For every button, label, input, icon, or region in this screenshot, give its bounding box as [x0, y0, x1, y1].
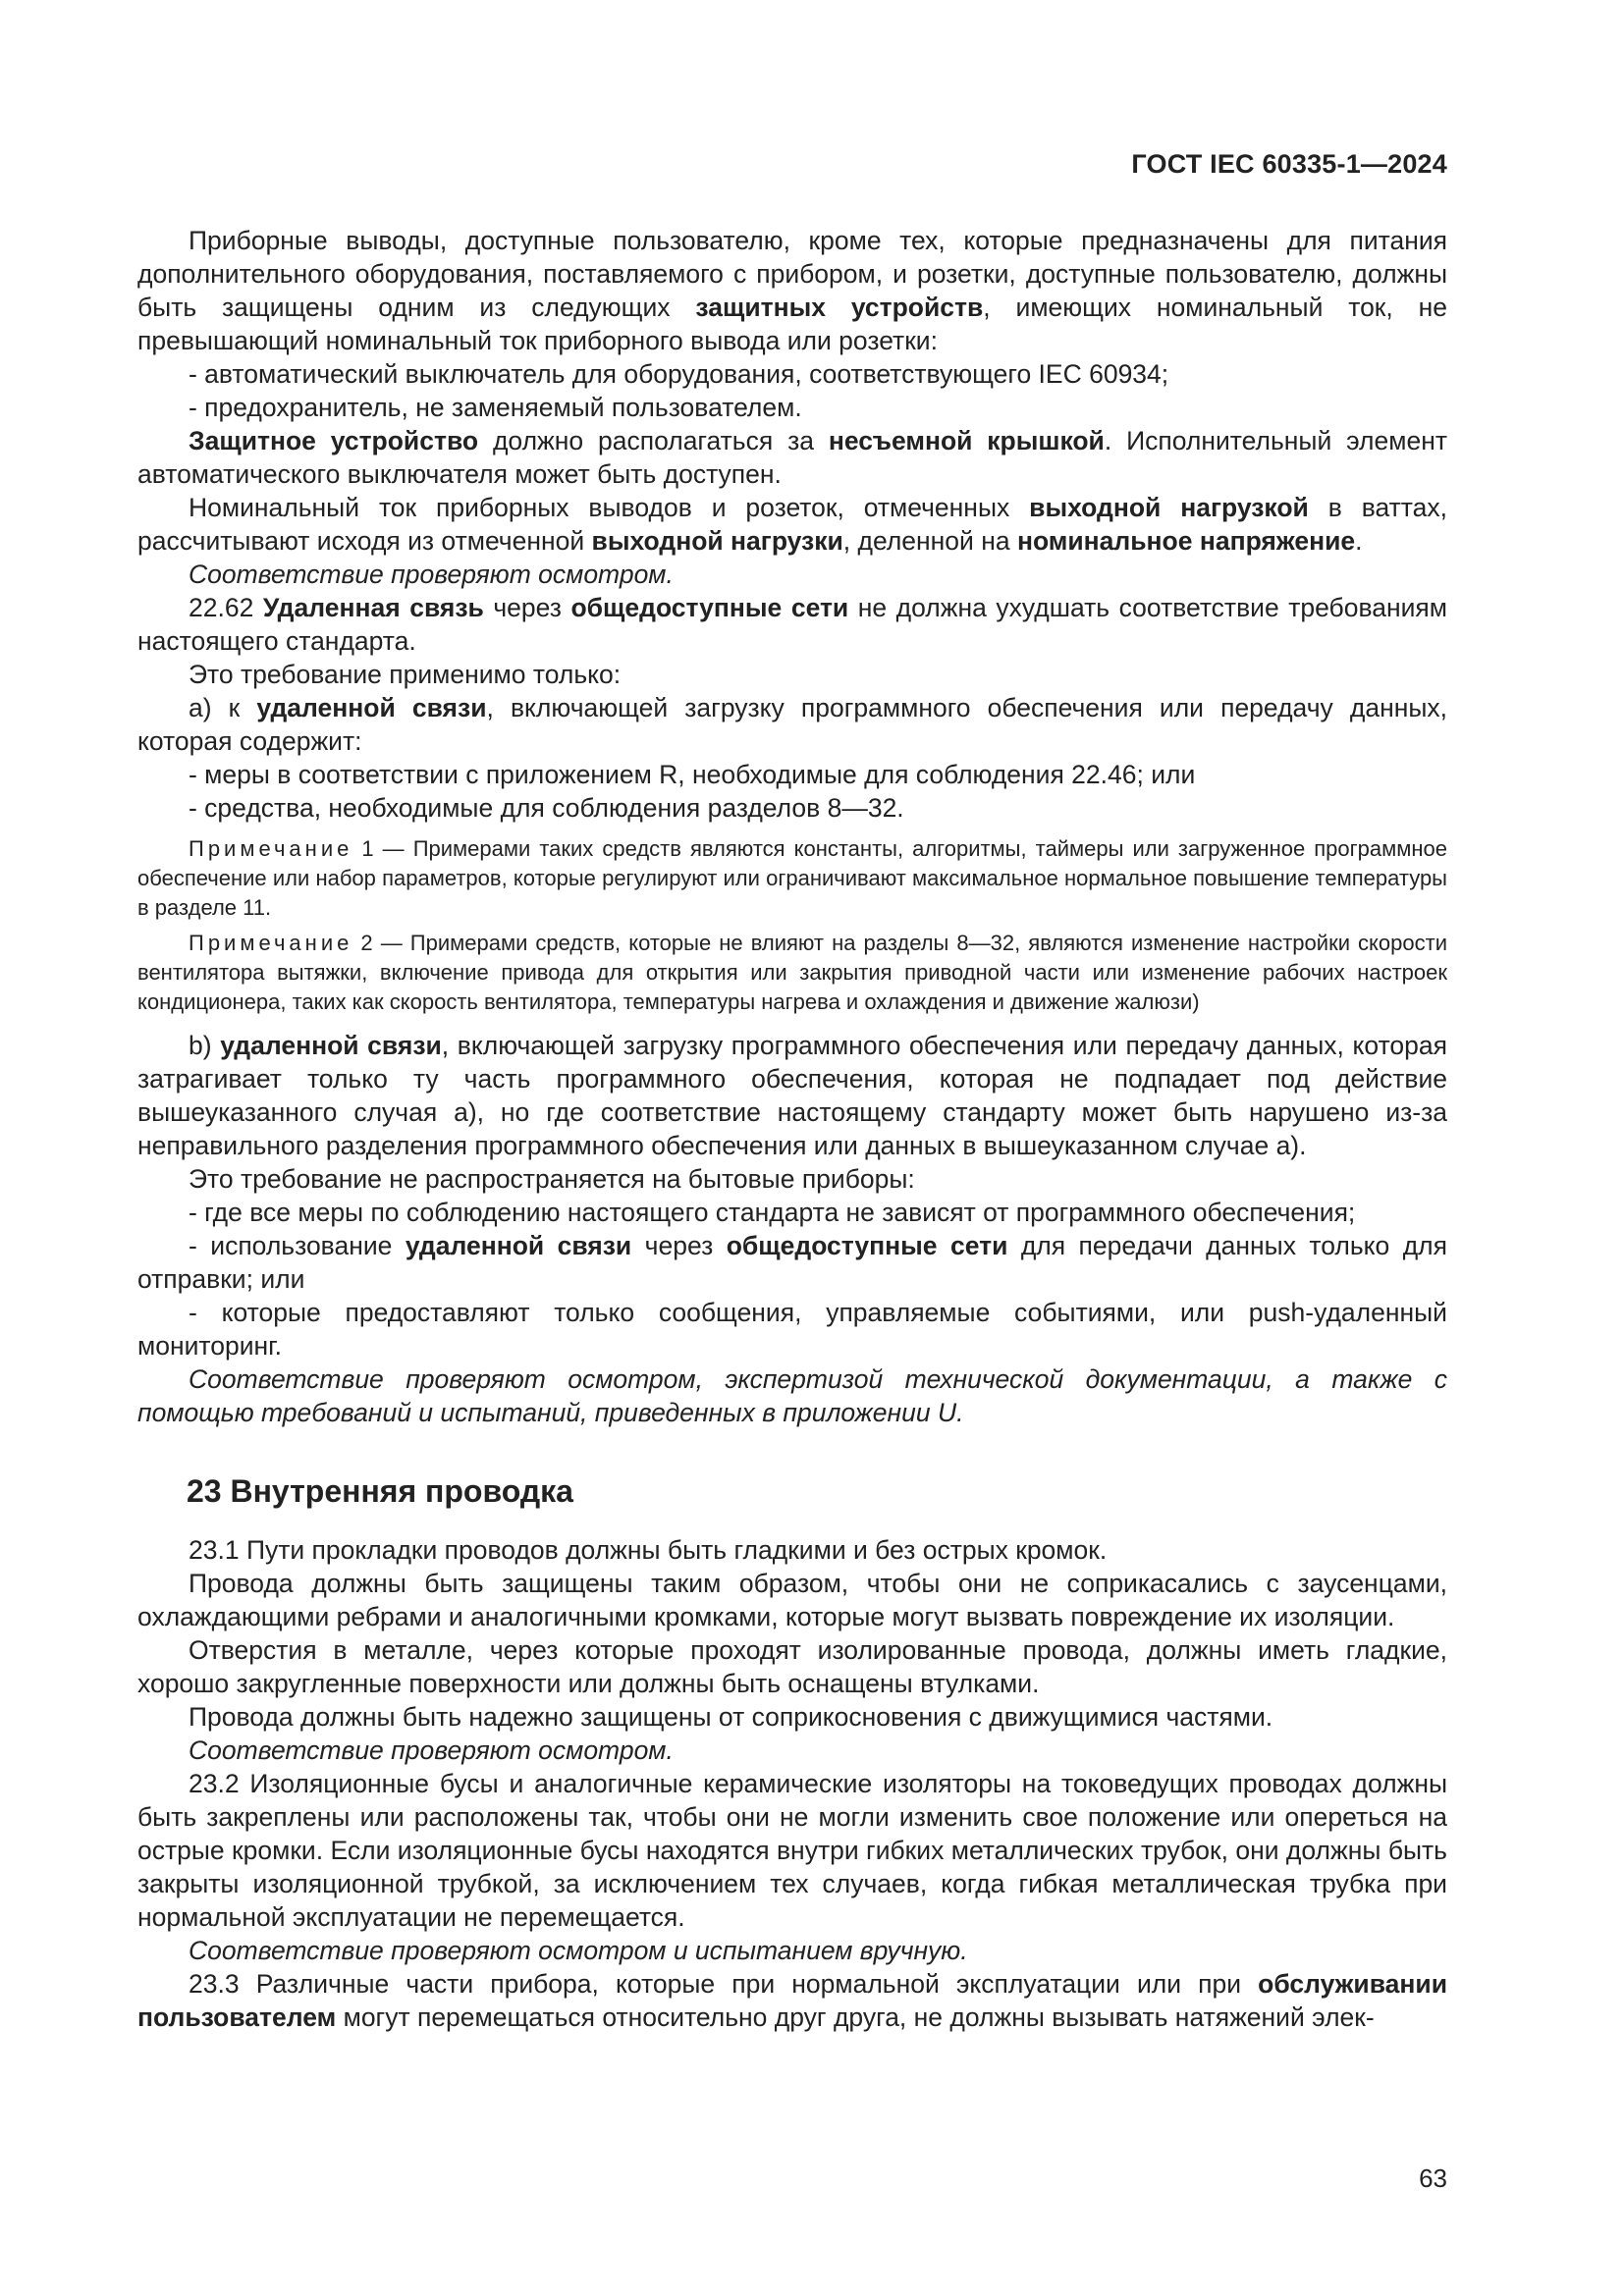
term-bold: Удаленная связь [262, 593, 484, 622]
paragraph [137, 658, 1447, 691]
text-run: , включающей загрузку программного обеспечения или передачу данных, которая содержит: [137, 693, 1447, 756]
term-bold: общедоступные сети [726, 1231, 1008, 1260]
paragraph [137, 1934, 1447, 1967]
text-run: не должна ухудшать соответствие требованиям настоящего стандарта. [137, 593, 1447, 656]
text-run: Соответствие проверяют осмотром и испытанием вручную. [189, 1936, 968, 1965]
term-bold: несъемной крышкой [828, 426, 1105, 455]
note-label: Примечание [189, 931, 353, 955]
text-run: могут перемещаться относительно друг друга, не должны вызывать натяжений элек- [336, 2002, 1375, 2032]
text-run: Соответствие проверяют осмотром. [189, 1735, 674, 1765]
text-run: . Исполнительный элемент автоматического выключателя может быть доступен. [137, 426, 1447, 489]
text-run: Соответствие проверяют осмотром. [189, 560, 674, 589]
text-run: 22.62 [189, 593, 263, 622]
term-bold: удаленной связи [220, 1031, 442, 1060]
text-run: - автоматический выключатель для оборудования, соответствующего IEC 60934; [189, 359, 1169, 389]
paragraph [137, 357, 1447, 391]
page-number: 63 [1419, 2163, 1447, 2193]
paragraph [137, 1700, 1447, 1734]
text-run: Это требование не распространяется на бытовые приборы: [189, 1164, 915, 1194]
term-bold: обслуживании пользователем [137, 1969, 1447, 2032]
paragraph [137, 391, 1447, 424]
text-run: b) [189, 1031, 221, 1060]
text-run: - меры в соответствии с приложением R, необходимые для соблюдения 22.46; или [189, 760, 1196, 789]
note-text: 1 — Примерами таких средств являются константы, алгоритмы, таймеры или загруженное программное обеспечение или набор параметров, которые регулируют или ограничивают максимальное нормальное повышение температуры в разделе 11. [137, 836, 1447, 920]
term-bold: удаленной связи [405, 1231, 632, 1260]
text-run: 23.3 Различные части прибора, которые при нормальной эксплуатации или при [189, 1969, 1259, 1999]
paragraph [137, 1162, 1447, 1196]
text-run: через [483, 593, 571, 622]
paragraph [137, 1229, 1447, 1296]
text-run: - которые предоставляют только сообщения, управляемые событиями, или push-удаленный мониторинг. [137, 1298, 1447, 1361]
document-header: ГОСТ IEC 60335-1—2024 [1131, 149, 1447, 179]
term-bold: выходной нагрузки [591, 526, 843, 556]
text-run: Провода должны быть надежно защищены от соприкосновения с движущимися частями. [189, 1702, 1273, 1732]
text-run: . [1355, 526, 1363, 556]
text-run: Отверстия в металле, через которые проходят изолированные провода, должны иметь гладкие, хорошо закругленные поверхности или должны быть оснащены втулками. [137, 1635, 1447, 1698]
paragraph [137, 791, 1447, 825]
paragraph [137, 1533, 1447, 1567]
text-run: в ваттах, рассчитывают исходя из отмеченной [137, 493, 1447, 556]
note [137, 834, 1447, 923]
section-heading: 23 Внутренняя проводка [187, 1473, 573, 1509]
text-run: , деленной на [842, 526, 1017, 556]
text-run: 23.2 Изоляционные бусы и аналогичные керамические изоляторы на токоведущих проводах должны быть закреплены или расположены так, чтобы они не могли изменить свое положение или опереться на острые кромки. Если изоляционные бусы находятся внутри гибких металлических трубок, они должны быть закрыты изоляционной трубкой, за исключением тех случаев, когда гибкая металлическая трубка при нормальной эксплуатации не перемещается. [137, 1769, 1447, 1932]
text-run: должно располагаться за [478, 426, 829, 455]
text-run: - использование [189, 1231, 406, 1260]
paragraph [137, 1296, 1447, 1362]
paragraph [137, 224, 1447, 357]
note-text: 2 — Примерами средств, которые не влияют на разделы 8—32, являются изменение настройки скорости вентилятора вытяжки, включение привода для открытия или закрытия приводной части или изменение рабочих настроек кондиционера, таких как скорость вентилятора, температуры нагрева и охлаждения и движение жалюзи) [137, 931, 1447, 1014]
text-run: , включающей загрузку программного обеспечения или передачу данных, которая затрагивает только ту часть программного обеспечения, которая не подпадает под действие вышеуказанного случая a), но где соответствие настоящему стандарту может быть нарушено из-за неправильного разделения программного обеспечения или данных в вышеуказанном случае a). [137, 1031, 1447, 1160]
term-bold: защитных устройств [695, 293, 984, 322]
paragraph [137, 424, 1447, 491]
paragraph [137, 1767, 1447, 1934]
paragraph [137, 591, 1447, 658]
text-run: Это требование применимо только: [189, 660, 622, 689]
paragraph [137, 1362, 1447, 1429]
paragraph [137, 1967, 1447, 2034]
text-run: - где все меры по соблюдению настоящего стандарта не зависят от программного обеспечения; [189, 1198, 1356, 1227]
paragraph [137, 1567, 1447, 1633]
text-run: Провода должны быть защищены таким образом, чтобы они не соприкасались с заусенцами, охлаждающими ребрами и аналогичными кромками, которые могут вызвать повреждение их изоляции. [137, 1569, 1447, 1631]
paragraph [137, 1029, 1447, 1162]
paragraph [137, 558, 1447, 591]
text-run: - предохранитель, не заменяемый пользователем. [189, 393, 802, 422]
term-bold: удаленной связи [256, 693, 487, 722]
text-run: 23.1 Пути прокладки проводов должны быть гладкими и без острых кромок. [189, 1535, 1108, 1565]
text-run: для передачи данных только для отправки; или [137, 1231, 1447, 1294]
text-run: - средства, необходимые для соблюдения разделов 8—32. [189, 793, 904, 823]
text-run: a) к [189, 693, 257, 722]
term-bold: выходной нагрузкой [1029, 493, 1309, 522]
text-run: через [631, 1231, 727, 1260]
paragraph [137, 491, 1447, 558]
note [137, 929, 1447, 1017]
paragraph [137, 1734, 1447, 1767]
text-run: Номинальный ток приборных выводов и розеток, отмеченных [189, 493, 1030, 522]
text-run: , имеющих номинальный ток, не превышающий номинальный ток приборного вывода или розетки: [137, 293, 1447, 355]
paragraph [137, 1196, 1447, 1229]
text-run: Соответствие проверяют осмотром, экспертизой технической документации, а также с помощью требований и испытаний, приведенных в приложении U. [137, 1364, 1447, 1427]
paragraph [137, 1633, 1447, 1700]
note-label: Примечание [189, 836, 353, 861]
document-body [137, 224, 1447, 2034]
text-run: Приборные выводы, доступные пользователю, кроме тех, которые предназначены для питания дополнительного оборудования, поставляемого с прибором, и розетки, доступные пользователю, должны быть защищены одним из следующих [137, 226, 1447, 322]
term-bold: номинальное напряжение [1016, 526, 1356, 556]
term-bold: общедоступные сети [570, 593, 849, 622]
paragraph [137, 758, 1447, 791]
term-bold: Защитное устройство [189, 426, 479, 455]
paragraph [137, 691, 1447, 758]
